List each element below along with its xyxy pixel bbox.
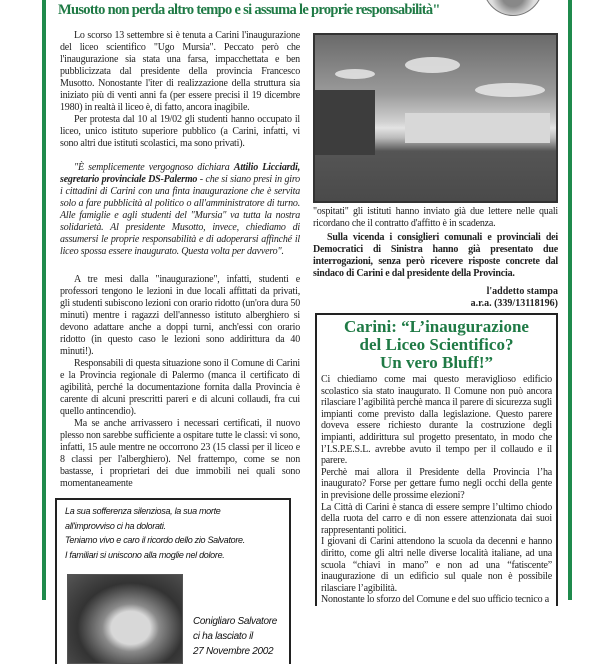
title-line: del Liceo Scientifico?: [359, 335, 514, 354]
bold-paragraph: Sulla vicenda i consiglieri comunali e provinciali dei Democratici di Sinistra hanno già presentato due interrogazioni, senza però ricevere risposte concrete dal sindaco di Carini e dal presidente della Provincia.: [313, 232, 558, 279]
paragraph: Perchè mai allora il Presidente della Provincia l’ha inaugurato? Forse per gettare fumo negli occhi della gente in previsione delle prossime elezioni?: [321, 466, 552, 501]
caption-line: ci ha lasciato il: [193, 631, 253, 642]
paragraph: Responsabili di questa situazione sono il Comune di Carini e la Provincia regionale di Palermo (manca il certificato di agibilità, perché la documentazione fornita dalla Provincia è carente di alcuni prescritti pareri e di alcuni collaudi, fra cui quello antincendio).: [60, 358, 300, 417]
right-green-rule: [568, 0, 572, 600]
obituary-line: La sua sofferenza silenziosa, la sua morte: [65, 506, 221, 516]
circular-logo-image: [482, 0, 544, 16]
left-column: [60, 30, 300, 664]
paragraph: "ospitati" gli istituti hanno inviato già due lettere nelle quali ricordano che il contratto d'affitto è in scadenza.: [313, 206, 558, 229]
caption-line: Conigliaro Salvatore: [193, 616, 278, 627]
left-green-rule: [42, 0, 46, 600]
signature-contact: a.r.a. (339/13118196): [470, 298, 558, 309]
title-line: Un vero Bluff!”: [379, 353, 493, 372]
quote-speaker: Attilio Licciardi, segretario provinciale DS-Palermo: [60, 162, 300, 185]
portrait-photo: [67, 574, 183, 664]
paragraph: Per protesta dal 10 al 19/02 gli studenti hanno occupato il liceo, unico istituto superiore pubblico (a Carini, infatti, vi sono altri due istituti scolastici, ma sono privati).: [60, 114, 300, 149]
paragraph: Ma se anche arrivassero i necessari certificati, il nuovo plesso non sarebbe sufficiente a ospitare tutte le classi: vi sono, infatti, 15 aule mentre ne occorrono 23 (15 classi per il liceo e 8 classi per l'alberghiero). Nel frattempo, come se non bastasse, i proprietari dei due immobili nei quali sono momentaneamente: [60, 418, 300, 489]
caption-line: 27 Novembre 2002: [193, 646, 274, 657]
obituary-box: [55, 498, 291, 664]
obituary-line: Teniamo vivo e caro il ricordo dello zio Salvatore.: [65, 535, 245, 545]
headline: Musotto non perda altro tempo e si assuma le proprie responsabilità": [58, 2, 440, 18]
sidebar-article-box: [315, 313, 558, 606]
left-column-intro: [60, 30, 300, 150]
signature-role: l'addetto stampa: [486, 286, 558, 297]
school-building-photo: [313, 33, 558, 203]
paragraph: Ci chiediamo come mai questo meraviglioso edificio scolastico sia stato inaugurato. Il Comune non può ancora rilasciare l’agibilità perchè manca il parere di sicurezza sugli impianti come previsto dalla legislazione. Questo parere doveva essere richiesto durante la costruzione degli impianti, addirittura sul progetto presentato, in modo che l’I.S.P.E.S.L. avrebbe avuto il tempo per il collaudo e il parere.: [321, 374, 552, 467]
quote-rest: - che si siano presi in giro i cittadini di Carini con una finta inaugurazione che è servita solo a fare pubblicità al politico o all'amministratore di turno. Alle famiglie e agli studenti del "Mursia" va tutta la nostra solidarietà. Al presidente Musotto, invece, chiediamo di assumersi le proprie responsabilità e di adoperarsi affinché il liceo spossa essere inaugurato. Questa volta per davvero".: [60, 174, 300, 257]
paragraph: Lo scorso 13 settembre si è tenuta a Carini l'inaugurazione del liceo scientifico "Ugo Mursia". Peccato però che l'inaugurazione sia stata una farsa, impacchettata e ben pubblicizzata dal presidente della provincia Francesco Musotto. Nonostante l'iter di realizzazione della struttura sia iniziato più di venti anni fa (per essere precisi il 19 dicembre 1980) in realtà il liceo è, di fatto, ancora inagibile.: [60, 30, 300, 113]
paragraph: A tre mesi dalla "inaugurazione", infatti, studenti e professori tengono le lezioni in due locali affittati da privati, gli studenti subiscono lezioni con orario ridotto (un'ora dura 50 minuti) mentre i ragazzi dell'annesso istituto alberghiero si devono adattare anche a doppi turni, anch'essi con orario ridotto (in questo caso le lezioni sono addirittura da 40 minuti!).: [60, 274, 300, 357]
right-column: [313, 33, 558, 606]
right-column-continuation: [313, 206, 558, 280]
left-column-body: [60, 274, 300, 490]
title-line: Carini: “L’inaugurazione: [344, 317, 529, 336]
quote-block: [60, 162, 300, 258]
sidebar-title: [321, 318, 552, 372]
signature: [313, 286, 558, 310]
quote-start: "È semplicemente vergognoso dichiara: [74, 162, 234, 173]
obituary-line: all'improvviso ci ha dolorati.: [65, 520, 166, 531]
paragraph: I giovani di Carini attendono la scuola da decenni e hanno diritto, come gli altri nelle diverse località italiane, ad una scuola “chiavi in mano” e non ad una “fatiscente” inaugurazione di un edificio sul quale non è possibile rilasciare l’agibilità.: [321, 536, 552, 594]
paragraph: Nonostante lo sforzo del Comune e del suo ufficio tecnico a: [321, 594, 549, 606]
obituary-line: I familiari si uniscono alla moglie nel dolore.: [65, 549, 225, 560]
obituary-caption: [193, 614, 277, 659]
paragraph: La Città di Carini è stanca di essere sempre l’ultimo chiodo della ruota del carro e di non essere attenzionata dai suoi rappresentanti politici.: [321, 501, 552, 536]
